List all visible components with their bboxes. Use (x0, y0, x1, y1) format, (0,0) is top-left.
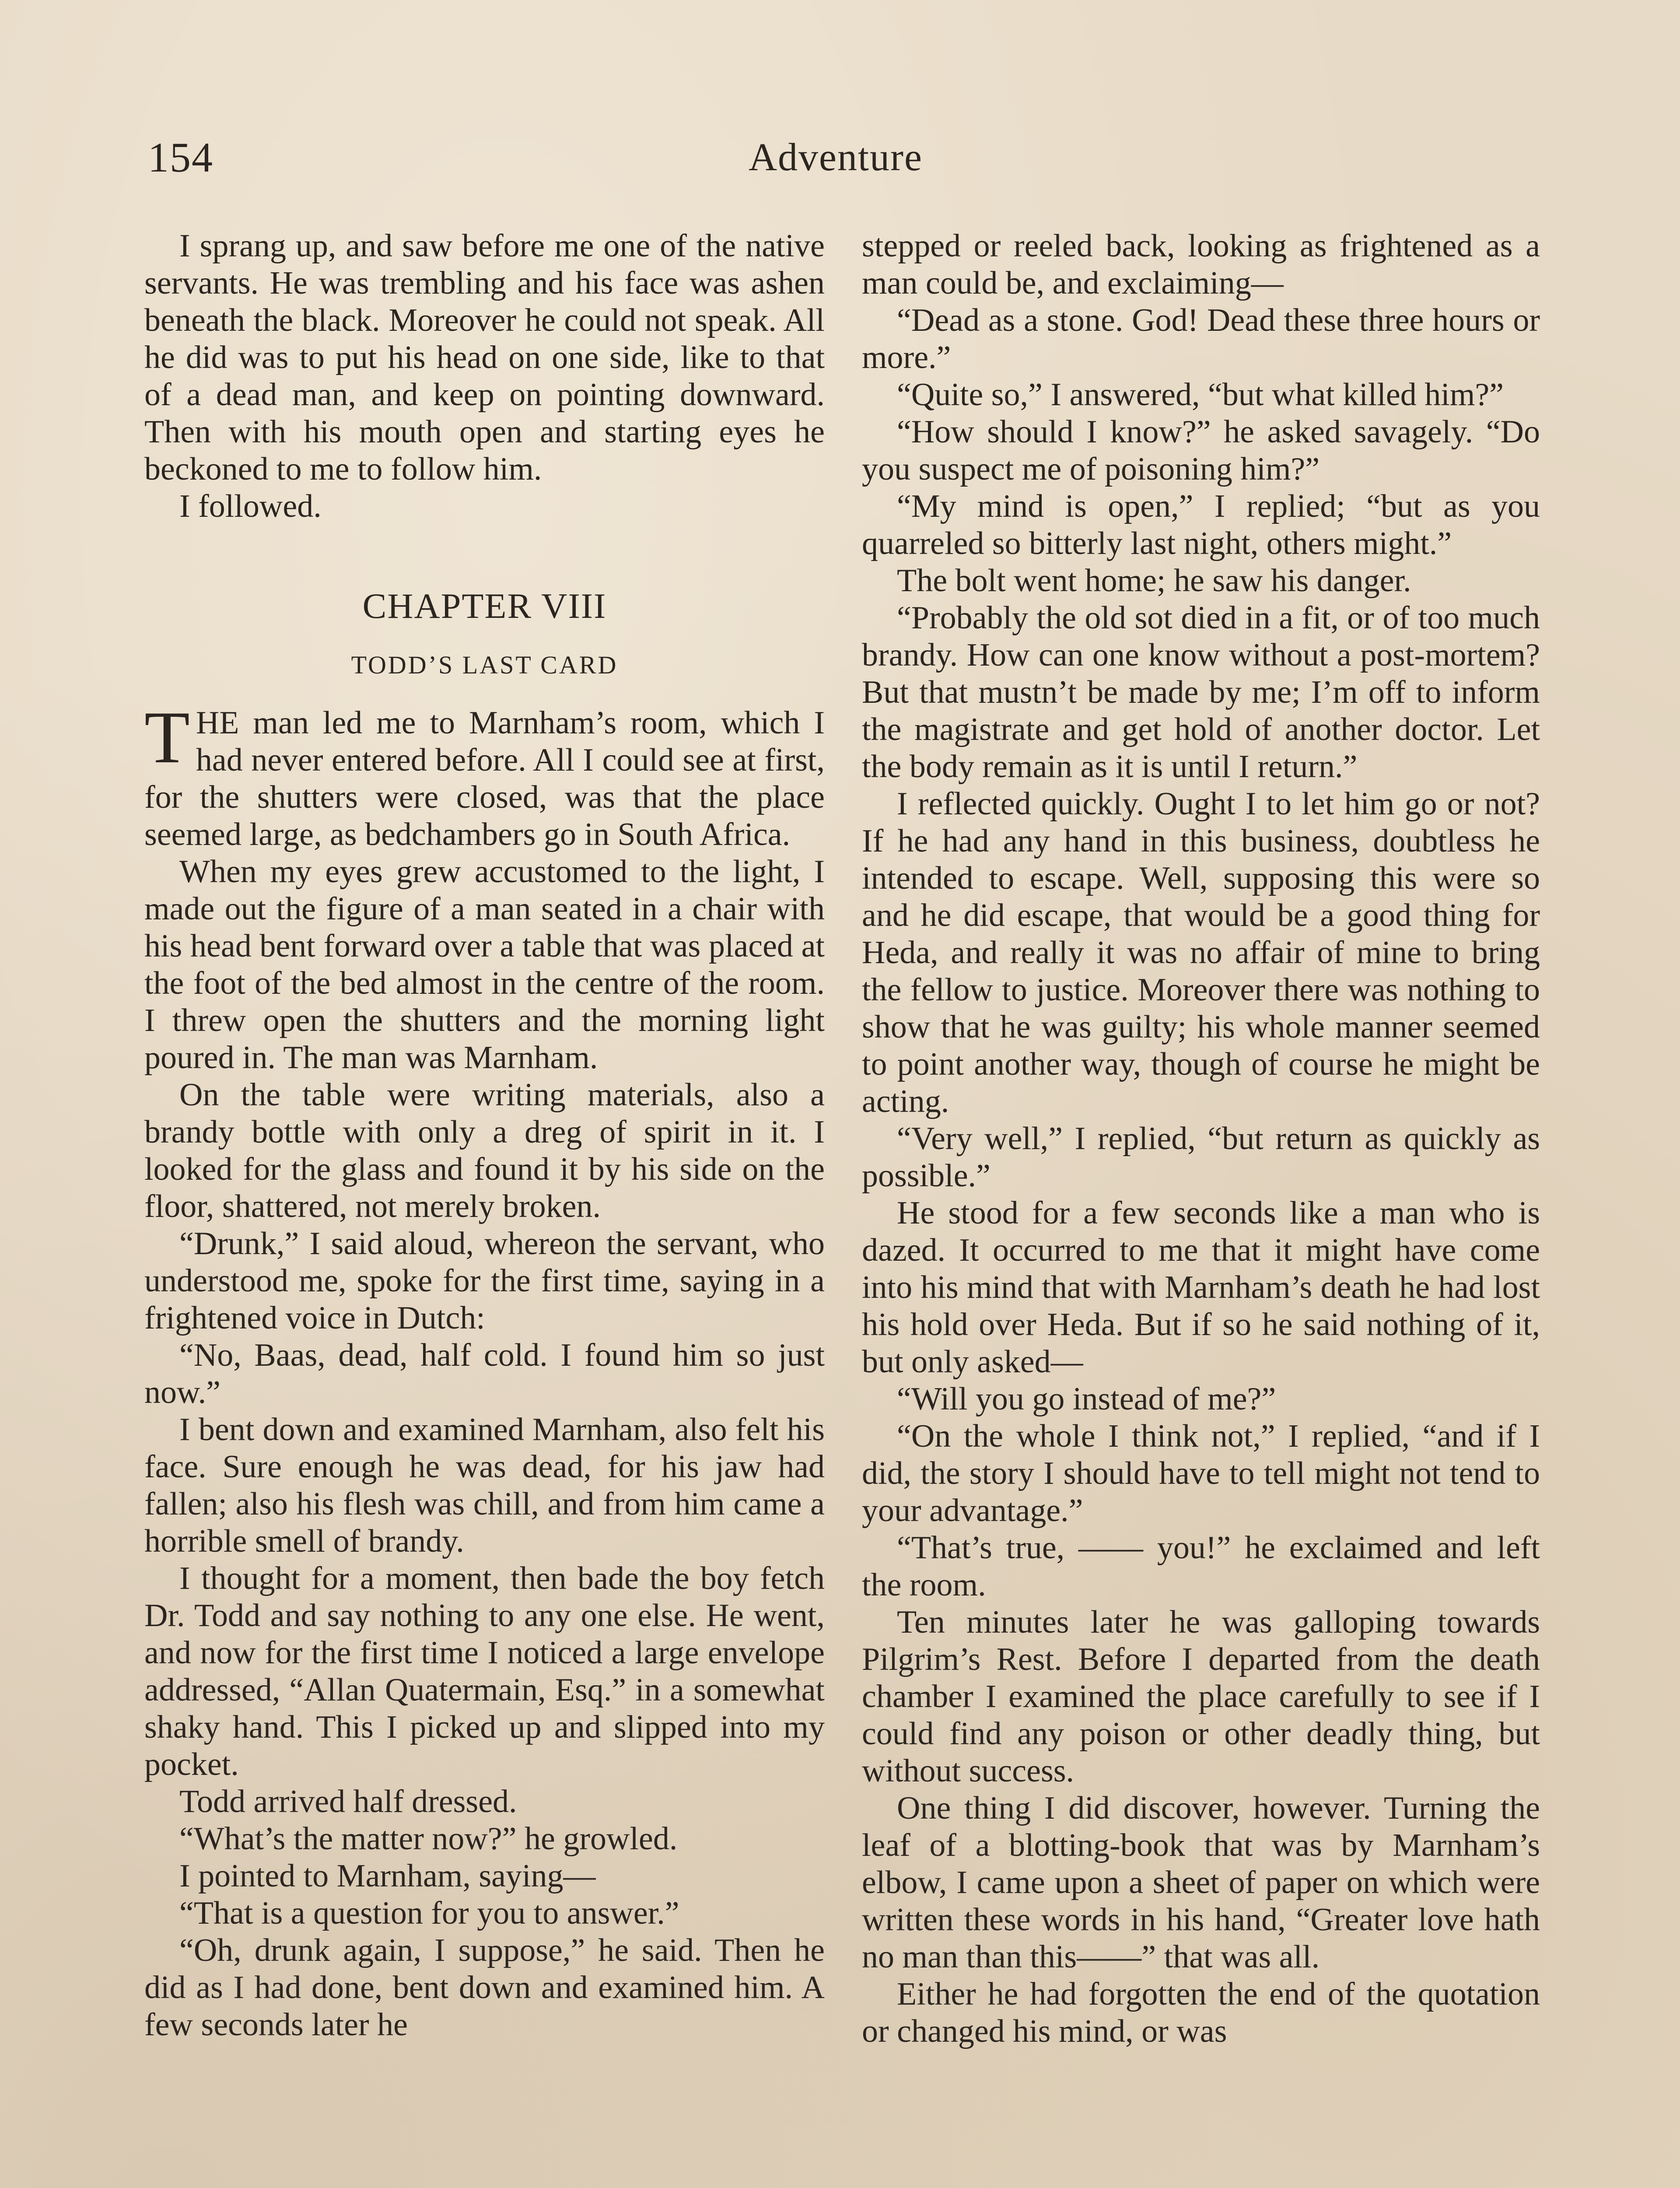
chapter-heading: CHAPTER VIII (362, 586, 607, 626)
paragraph: I thought for a moment, then bade the boy fetch Dr. Todd and say nothing to any one else. He went, and now for the first time I noticed a large envelope addressed, “Allan Quatermain, Esq.” in a somewhat shaky hand. This I picked up and slipped into my pocket. (144, 1560, 825, 1782)
right-column (862, 228, 1540, 2050)
paragraph: The bolt went home; he saw his danger. (897, 563, 1411, 599)
paragraph: I pointed to Marnham, saying— (179, 1858, 596, 1894)
paragraph: “No, Baas, dead, half cold. I found him so just now.” (144, 1337, 825, 1410)
paragraph: “How should I know?” he asked savagely. “Do you suspect me of poisoning him?” (862, 414, 1540, 487)
chapter-subtitle: TODD’S LAST CARD (351, 651, 618, 679)
paragraph: “What’s the matter now?” he growled. (179, 1821, 678, 1857)
paragraph: When my eyes grew accustomed to the light, I made out the figure of a man seated in a chair with his head bent forward over a table that was placed at the foot of the bed almost in the centre of the room. I threw open the shutters and the morning light poured in. The man was Marnham. (144, 854, 825, 1076)
paragraph: I followed. (179, 488, 322, 524)
drop-cap: T (144, 696, 190, 778)
left-column (144, 228, 825, 2044)
paragraph: “That is a question for you to answer.” (179, 1895, 679, 1931)
paragraph: Todd arrived half dressed. (179, 1784, 517, 1820)
paragraph: On the table were writing materials, also a brandy bottle with only a dreg of spirit in it. I looked for the glass and found it by his side on the floor, shattered, not merely broken. (144, 1077, 825, 1224)
paragraph: I bent down and examined Marnham, also felt his face. Sure enough he was dead, for his jaw had fallen; also his flesh was chill, and from him came a horrible smell of brandy. (144, 1412, 825, 1559)
page-number: 154 (148, 134, 214, 181)
running-title: Adventure (749, 136, 923, 179)
continued-paragraph: stepped or reeled back, looking as frightened as a man could be, and exclaiming— (862, 228, 1540, 301)
paragraph: “That’s true, —— you!” he exclaimed and left the room. (862, 1530, 1540, 1603)
paragraph: “Dead as a stone. God! Dead these three hours or more.” (862, 302, 1540, 375)
paragraph: Either he had forgotten the end of the quotation or changed his mind, or was (862, 1976, 1540, 2049)
paragraph: “My mind is open,” I replied; “but as you quarreled so bitterly last night, others might.” (862, 488, 1540, 561)
paragraph: I reflected quickly. Ought I to let him go or not? If he had any hand in this business, doubtless he intended to escape. Well, supposing this were so and he did escape, that would be a good thing for Heda, and really it was no affair of mine to bring the fellow to justice. Moreover there was nothing to show that he was guilty; his whole manner seemed to point another way, though of course he might be acting. (862, 786, 1540, 1119)
paragraph: “Oh, drunk again, I suppose,” he said. Then he did as I had done, bent down and examined him. A few seconds later he (144, 1932, 825, 2043)
paragraph: “Very well,” I replied, “but return as quickly as possible.” (862, 1121, 1540, 1194)
paragraph: “Probably the old sot died in a fit, or of too much brandy. How can one know without a post-mortem? But that mustn’t be made by me; I’m off to inform the magistrate and get hold of another doctor. Let the body remain as it is until I return.” (862, 600, 1540, 785)
chapter-opening-paragraph (144, 696, 825, 853)
paragraph: “Drunk,” I said aloud, whereon the servant, who understood me, spoke for the first time, saying in a frightened voice in Dutch: (144, 1226, 825, 1336)
opening-text: HE man led me to Marnham’s room, which I had never entered before. All I could see at first, for the shutters were closed, was that the place seemed large, as bedchambers go in South Africa. (144, 705, 825, 852)
paragraph: One thing I did discover, however. Turning the leaf of a blotting-book that was by Marnham’s elbow, I came upon a sheet of paper on which were written these words in his hand, “Greater love hath no man than this——” that was all. (862, 1790, 1540, 1975)
paragraph: “On the whole I think not,” I replied, “and if I did, the story I should have to tell might not tend to your advantage.” (862, 1418, 1540, 1529)
paragraph: Ten minutes later he was galloping towards Pilgrim’s Rest. Before I departed from the death chamber I examined the place carefully to see if I could find any poison or other deadly thing, but without success. (862, 1604, 1540, 1789)
paragraph: “Will you go instead of me?” (897, 1381, 1276, 1417)
paragraph: He stood for a few seconds like a man who is dazed. It occurred to me that it might have come into his mind that with Marnham’s death he had lost his hold over Heda. But if so he said nothing of it, but only asked— (862, 1195, 1540, 1380)
paragraph: “Quite so,” I answered, “but what killed him?” (897, 377, 1504, 413)
paragraph: I sprang up, and saw before me one of the native servants. He was trembling and his face was ashen beneath the black. Moreover he could not speak. All he did was to put his head on one side, like to that of a dead man, and keep on pointing downward. Then with his mouth open and starting eyes he beckoned to me to follow him. (144, 228, 825, 487)
